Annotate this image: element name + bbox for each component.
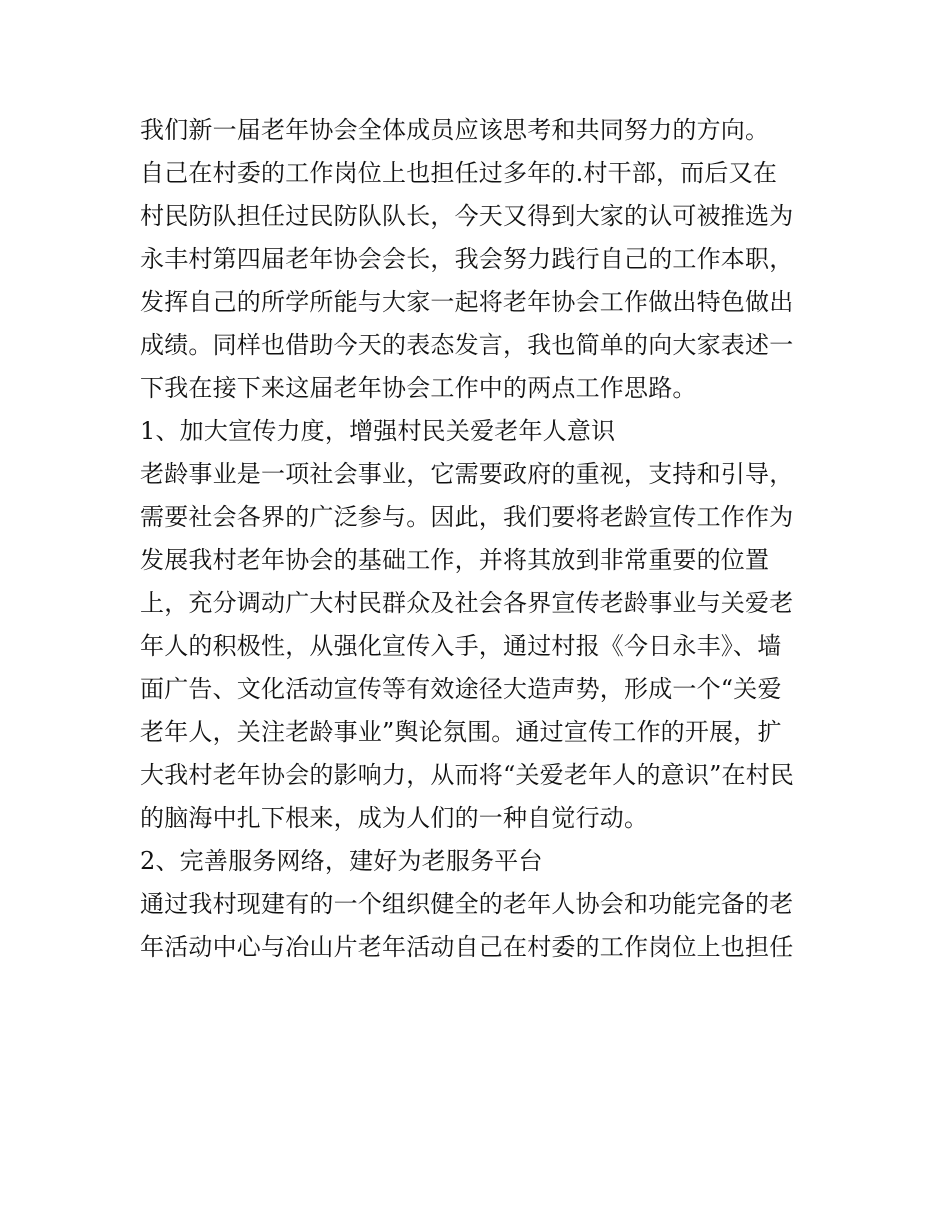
text-line: 年活动中心与冶山片老年活动自己在村委的工作岗位上也担任	[140, 933, 794, 961]
text-line: 的脑海中扎下根来，成为人们的一种自觉行动。	[140, 804, 649, 832]
text-line: 发展我村老年协会的基础工作，并将其放到非常重要的位置	[140, 546, 770, 574]
text-line: 自己在村委的工作岗位上也担任过多年的.村干部，而后又在	[140, 159, 778, 187]
text-line: 我们新一届老年协会全体成员应该思考和共同努力的方向。	[140, 116, 770, 144]
text-line: 大我村老年协会的影响力，从而将“关爱老年人的意识”在村民	[140, 761, 795, 789]
text-line: 通过我村现建有的一个组织健全的老年人协会和功能完备的老	[140, 890, 794, 918]
section-heading-2: 2、完善服务网络，建好为老服务平台	[140, 847, 543, 875]
text-line: 面广告、文化活动宣传等有效途径大造声势，形成一个“关爱	[140, 675, 782, 703]
text-line: 村民防队担任过民防队队长，今天又得到大家的认可被推选为	[140, 202, 794, 230]
text-line: 老年人，关注老龄事业”舆论氛围。通过宣传工作的开展，扩	[140, 718, 782, 746]
text-line: 上，充分调动广大村民群众及社会各界宣传老龄事业与关爱老	[140, 589, 794, 617]
text-line: 年人的积极性，从强化宣传入手，通过村报《今日永丰》、墙	[140, 632, 782, 660]
text-line: 永丰村第四届老年协会会长，我会努力践行自己的工作本职，	[140, 245, 794, 273]
text-line: 下我在接下来这届老年协会工作中的两点工作思路。	[140, 374, 697, 402]
text-line: 成绩。同样也借助今天的表态发言，我也简单的向大家表述一	[140, 331, 794, 359]
section-heading-1: 1、加大宣传力度，增强村民关爱老年人意识	[140, 417, 616, 445]
text-line: 需要社会各界的广泛参与。因此，我们要将老龄宣传工作作为	[140, 503, 794, 531]
text-line: 发挥自己的所学所能与大家一起将老年协会工作做出特色做出	[140, 288, 794, 316]
document-page	[140, 109, 820, 969]
text-line: 老龄事业是一项社会事业，它需要政府的重视，支持和引导，	[140, 460, 794, 488]
